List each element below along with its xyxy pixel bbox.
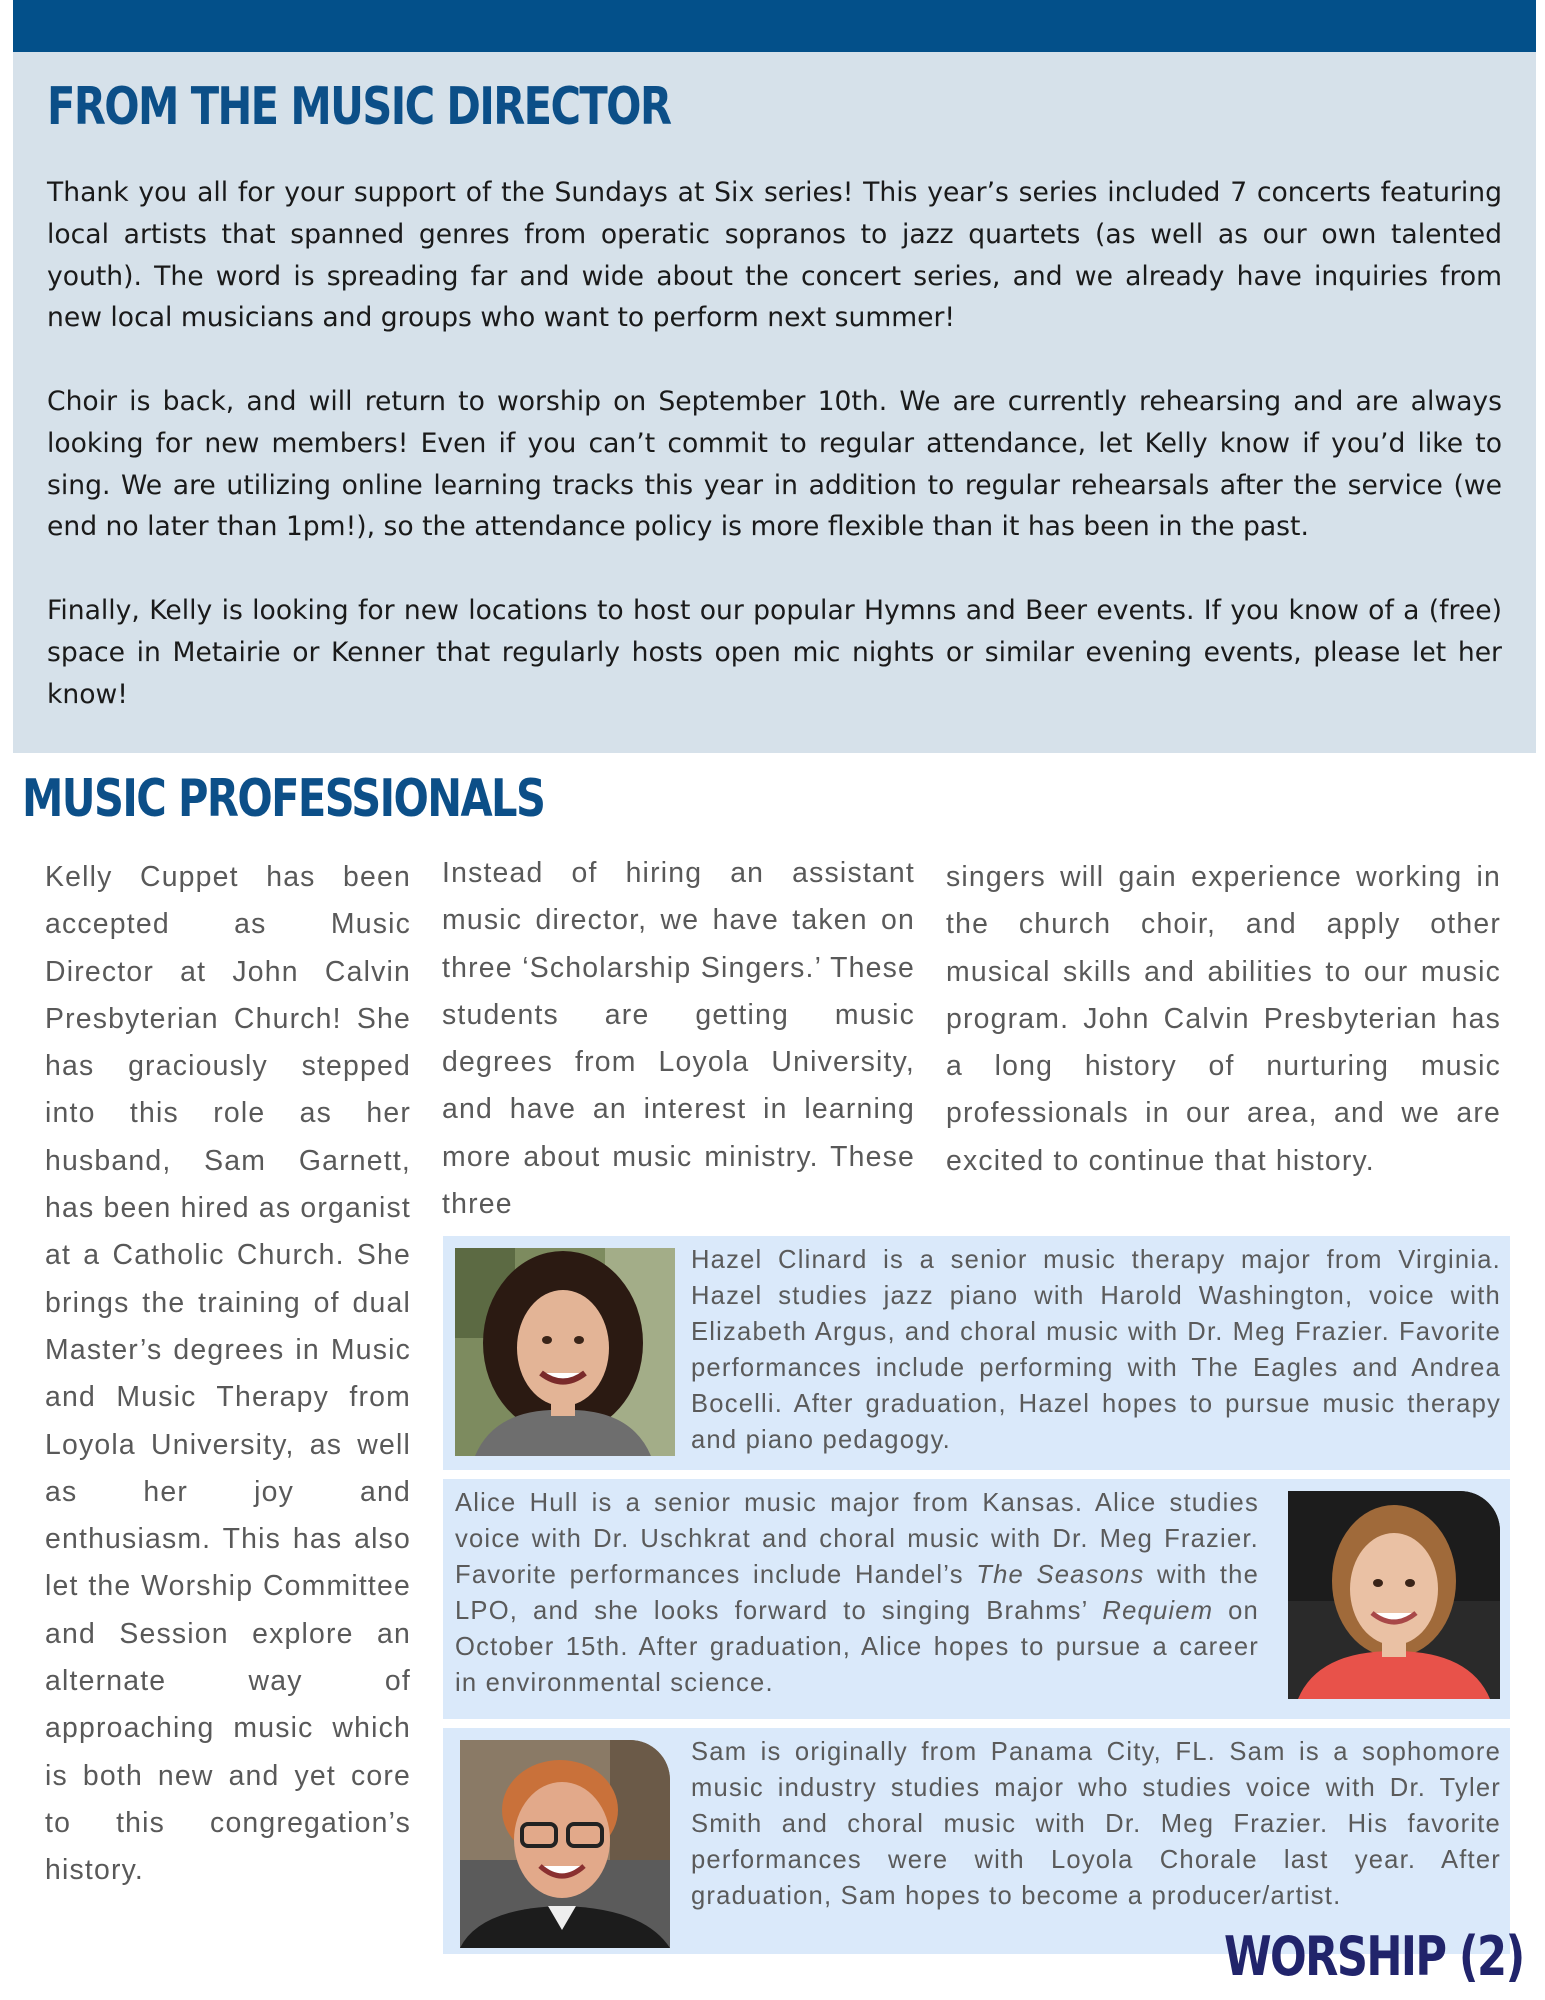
director-paragraph: Finally, Kelly is looking for new locations to host our popular Hymns and Beer events. If you know of a (free) space in Metairie or Kenner that regularly hosts open mic nights or similar evening events, please let her know! [47, 594, 1502, 710]
director-body [47, 172, 1502, 715]
singer-card-sam [443, 1728, 1510, 1954]
hazel-photo [455, 1248, 675, 1456]
alice-bio-work-title: The Seasons [976, 1561, 1145, 1589]
sam-bio: Sam is originally from Panama City, FL. Sam is a sophomore music industry studies major who studies voice with Dr. Tyler Smith and choral music with Dr. Meg Frazier. His favorite performances were with Loyola Chorale last year. After graduation, Sam hopes to become a producer/artist. [691, 1738, 1501, 1910]
director-paragraph: Thank you all for your support of the Sundays at Six series! This year’s series included 7 concerts featuring local artists that spanned genres from operatic sopranos to jazz quartets (as well as our own talented youth). The word is spreading far and wide about the concert series, and we already have inquiries from new local musicians and groups who want to perform next summer! [47, 177, 1502, 334]
music-director-section [13, 52, 1536, 753]
alice-bio-text: on October 15th. After graduation, Alice hopes to pursue a career in environmental science. [455, 1597, 1259, 1697]
alice-photo [1288, 1491, 1500, 1699]
page-section-label: WORSHIP (2) [1224, 1925, 1524, 1988]
director-section-title: FROM THE MUSIC DIRECTOR [47, 77, 671, 137]
sam-photo [460, 1740, 670, 1948]
professionals-column-1: Kelly Cuppet has been accepted as Music Director at John Calvin Presbyterian Church! She has graciously stepped into this role as her husband, Sam Garnett, has been hired as organist at a Catholic Church. She brings the training of dual Master’s degrees in Music and Music Therapy from Loyola University, as well as her joy and enthusiasm. This has also let the Worship Committee and Session explore an alternate way of approaching music which is both new and yet core to this congregation’s history. [45, 861, 411, 1887]
alice-bio-text: Alice Hull is a senior music major from Kansas. Alice studies voice with Dr. Uschkrat and choral music with Dr. Meg Frazier. Favorite performances include Handel’s [455, 1489, 1259, 1589]
singer-card-alice [443, 1479, 1510, 1719]
header-bar [13, 0, 1536, 52]
professionals-column-3: singers will gain experience working in the church choir, and apply other musical skills and abilities to our music program. John Calvin Presbyterian has a long history of nurturing music professionals in our area, and we are excited to continue that history. [946, 861, 1501, 1177]
professionals-column-2: Instead of hiring an assistant music director, we have taken on three ‘Scholarship Singers.’ These students are getting music degrees from Loyola University, and have an interest in learning more about music ministry. These three [442, 857, 915, 1221]
singer-card-hazel [443, 1236, 1510, 1470]
alice-bio-work-title: Requiem [1102, 1597, 1214, 1625]
alice-bio [455, 1485, 1259, 1701]
director-paragraph: Choir is back, and will return to worship on September 10th. We are currently rehearsing and are always looking for new members! Even if you can’t commit to regular attendance, let Kelly know if you’d like to sing. We are utilizing online learning tracks this year in addition to regular rehearsals after the service (we end no later than 1pm!), so the attendance policy is more flexible than it has been in the past. [47, 385, 1502, 543]
professionals-section-title: MUSIC PROFESSIONALS [22, 769, 545, 829]
alice-bio-text: with the LPO, and she looks forward to singing Brahms’ [455, 1561, 1259, 1625]
hazel-bio: Hazel Clinard is a senior music therapy major from Virginia. Hazel studies jazz piano with Harold Washington, voice with Elizabeth Argus, and choral music with Dr. Meg Frazier. Favorite performances include performing with The Eagles and Andrea Bocelli. After graduation, Hazel hopes to pursue music therapy and piano pedagogy. [691, 1246, 1501, 1454]
